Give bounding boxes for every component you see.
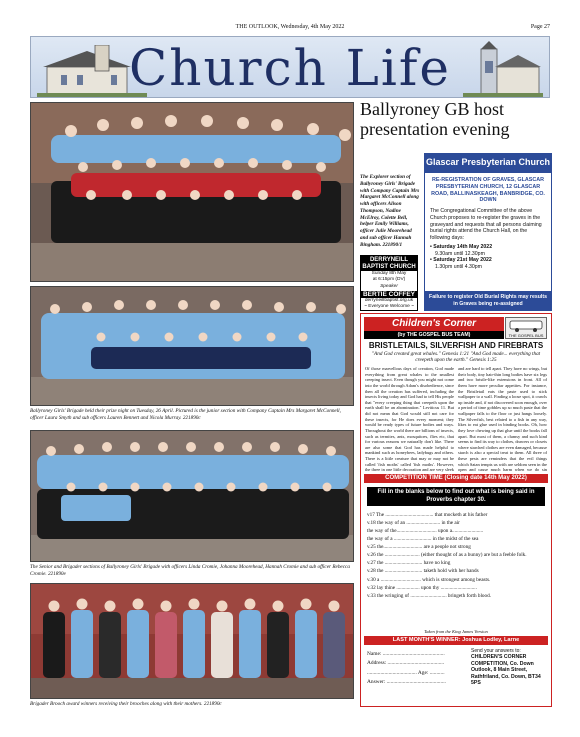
form-name-field: Name: .............................................. bbox=[367, 651, 445, 657]
verse-line: v.18 the way of an .......................... in the air bbox=[367, 520, 460, 527]
glascar-date2: • Saturday 21st May 2022 bbox=[430, 257, 492, 264]
childrens-corner-title: Children's Corner bbox=[364, 317, 504, 331]
glascar-body: The Congregational Committee of the above Church proposes to re-register the graves in the graveyard and requests that all persons claiming burial rights attend the Church Hall, on the following days: bbox=[430, 208, 542, 241]
photo-senior-section bbox=[30, 430, 354, 562]
verse-line: v.33 the wringing of ............................ bringeth forth blood. bbox=[367, 592, 492, 599]
form-address-field: Address: .......................................... bbox=[367, 660, 445, 667]
photo-junior-section bbox=[30, 286, 354, 406]
fill-blanks-instructions: Fill in the blanks below to find out what is being said in Proverbs chapter 30. bbox=[367, 487, 545, 506]
gospel-bus-logo-text: THE GOSPEL BUS bbox=[508, 333, 544, 338]
verse-line: v.27 the ............................. have no king bbox=[367, 560, 451, 567]
glascar-subtitle: RE-REGISTRATION OF GRAVES, GLASCAR PRESBYTERIAN CHURCH, 12 GLASCAR ROAD, BALLINASKEAGH, BANBRIDGE, CO. DOWN bbox=[431, 177, 545, 204]
explorer-caption: The Explorer section of Ballyroney Girls' Brigade with Company Captain Mrs Margaret McConnell along with officers Alison Thompson, Nadine McElroy, Colette Bell, helper Emily Williams, officer Julie Moorehead and sub officer Hannah Bingham. 221890/1 bbox=[360, 174, 420, 248]
photo-brooch-winners bbox=[30, 583, 354, 699]
gospel-bus-logo bbox=[505, 317, 547, 339]
brooch-caption: Brigader Brooch award winners receiving their brooches along with their mothers. 221890c bbox=[30, 701, 222, 707]
send-address bbox=[471, 648, 549, 687]
verse-line: v.26 the ........................... (either thought of as a bunny) are but a feeble folk. bbox=[367, 552, 527, 559]
translation-note: Taken from the King James Version bbox=[424, 629, 488, 634]
article-headline: Ballyroney GB host presentation evening bbox=[360, 99, 510, 139]
last-month-winner: LAST MONTH'S WINNER: Joshua Lodley, Larne bbox=[364, 636, 548, 645]
photo-explorer-section bbox=[30, 102, 354, 282]
verse-line: v17 The ..................................... that mocketh at his father bbox=[367, 512, 488, 518]
send-label: Send your answers to: bbox=[471, 648, 521, 654]
childrens-corner-subtitle: (by THE GOSPEL BUS TEAM) bbox=[364, 331, 504, 339]
glascar-notice bbox=[424, 172, 552, 311]
derryneill-advert bbox=[360, 255, 418, 311]
verse-line: the way of the............................... upon a........................ bbox=[367, 528, 484, 535]
brooch-photo-illustration bbox=[31, 584, 354, 699]
competition-banner: COMPETITION TIME (Closing date 14th May 2022) bbox=[364, 474, 548, 483]
senior-caption: The Senior and Brigader sections of Ballyroney Girls' Brigade with officers Linda Cromie, Johanna Moorehead, Hannah Cromie and sub officer Rebecca Cromie. 221890e bbox=[30, 564, 350, 577]
church-illustration-right bbox=[463, 41, 543, 97]
story-column-1: Of those marvellous days of creation, God made everything from great whales to the smallest creeping insect. Even though you might not come into the world through Adam's disobedience, since then all the creation has suffered, including the insects living today and God had to tell His people that "every creeping thing that creepeth upon the earth shall be an abomination." Leviticus 11. But did not mean that God would still not care for these insects, for He does every moment; they would be ready types of future bodies and ways. Throughout the world there are billions of insects, such as termites, ants, mosquitoes, flies etc, that for various reasons we naturally don't like. There are also some that God has made helpful to mankind such as honeybees, ladybugs and others. There is a little creature that may or may not be called 'fish moths' called 'fish moths'. However, the three in one little decoration and are very sleek bbox=[365, 366, 454, 472]
derryneill-date: Sunday 8th May bbox=[371, 271, 407, 277]
banner-title: Church Life bbox=[129, 39, 451, 97]
header-center: THE OUTLOOK, Wednesday, 4th May 2022 bbox=[235, 24, 345, 30]
derryneill-time: at 6:15pm (DV) bbox=[372, 277, 406, 283]
group-photo-illustration bbox=[31, 103, 354, 282]
story-headline: BRISTLETAILS, SILVERFISH AND FIREBRATS bbox=[368, 341, 544, 350]
derryneill-title: DERRYNEILL BAPTIST CHURCH bbox=[362, 257, 416, 270]
glascar-date1: • Saturday 14th May 2022 bbox=[430, 243, 493, 250]
derryneill-site: derryneillbaptist.org.uk bbox=[364, 297, 414, 303]
story-body bbox=[365, 366, 547, 472]
story-column-2: and are hard to tell apart. They have no wings, but their body, tiny hair-thin long bodies have six legs and two bristle-like extensions in front. All of them have more peculiar appetites. For instance, the Bristletail eats the paste used to stick wallpaper to a wall. Finding a loose spot, it crawls up inside and, if not discovered soon enough, over a period of time gobbles up so much paste that the wallpaper falls to the floor or just hangs loosely. The Silverfish, best related to a fish in any way, likes to eat glue used in binding books. Oh, how they love chewing up that glue until the books fall apart. But most of them, a clumsy and such kind seems to find its way to clothes, drawers or closets where starched clothes are even damaged, because starch is also a special treat to them. All three of these pests are reminders that the evil things which Satan tempts us with are seldom seen in the open and cause much harm when we do sin bbox=[458, 366, 547, 472]
send-to-address: CHILDREN'S CORNER COMPETITION, Co. Down Outlook, 8 Main Street, Rathfriland, Co. Down, BT34 5PS bbox=[471, 654, 541, 687]
senior-photo-illustration bbox=[31, 431, 354, 562]
glascar-title: Glascar Presbyterian Church bbox=[424, 153, 552, 172]
verse-line: the way of a ............................. in the midst of the sea bbox=[367, 536, 479, 543]
bus-icon bbox=[509, 320, 543, 332]
verse-line: v.30 a ............................... which is strongest among beasts. bbox=[367, 576, 491, 583]
form-age-field: ..................................... Age: ........... bbox=[367, 669, 445, 676]
glascar-time2: 1.30pm until 4.30pm bbox=[435, 264, 483, 270]
verse-line: v.25 the.............................. are a people not strong bbox=[367, 544, 471, 551]
glascar-time1: 9.30am until 12.30pm bbox=[435, 250, 485, 257]
verse-line: v.28 the ............................. taketh hold with her hands bbox=[367, 568, 479, 575]
church-life-banner bbox=[30, 36, 550, 98]
form-answer-field: Answer: ............................................ bbox=[367, 679, 446, 686]
glascar-footer: Failure to register Old Burial Rights may results in Graves being re-assigned bbox=[425, 291, 551, 310]
verse-line: v.32 lay thine .................. upon thy ............................ bbox=[367, 584, 477, 591]
derryneill-speaker-label: Speaker bbox=[380, 283, 398, 289]
entry-form bbox=[367, 650, 467, 688]
story-quote: "And God created great whales." Genesis 1:21 "And God made... everything that creepeth upon the earth." Genesis 1:25 bbox=[371, 351, 541, 364]
childrens-corner bbox=[360, 313, 552, 707]
junior-photo-illustration bbox=[31, 287, 354, 406]
derryneill-welcome: ~ Everyone Welcome ~ bbox=[364, 304, 414, 310]
derryneill-speaker: BERTIE COFFEY bbox=[362, 290, 415, 298]
page-header bbox=[30, 24, 550, 30]
junior-caption: Ballyroney Girls' Brigade held their prize night on Tuesday, 26 April. Pictured is the junior section with Company Captain Mrs Margaret McConnell, officer Laura Smyth and sub officers Lauren Bennett and Nicola Murray. 221890c bbox=[30, 408, 341, 421]
page-number: Page 27 bbox=[530, 24, 550, 30]
verse-list bbox=[367, 511, 545, 600]
